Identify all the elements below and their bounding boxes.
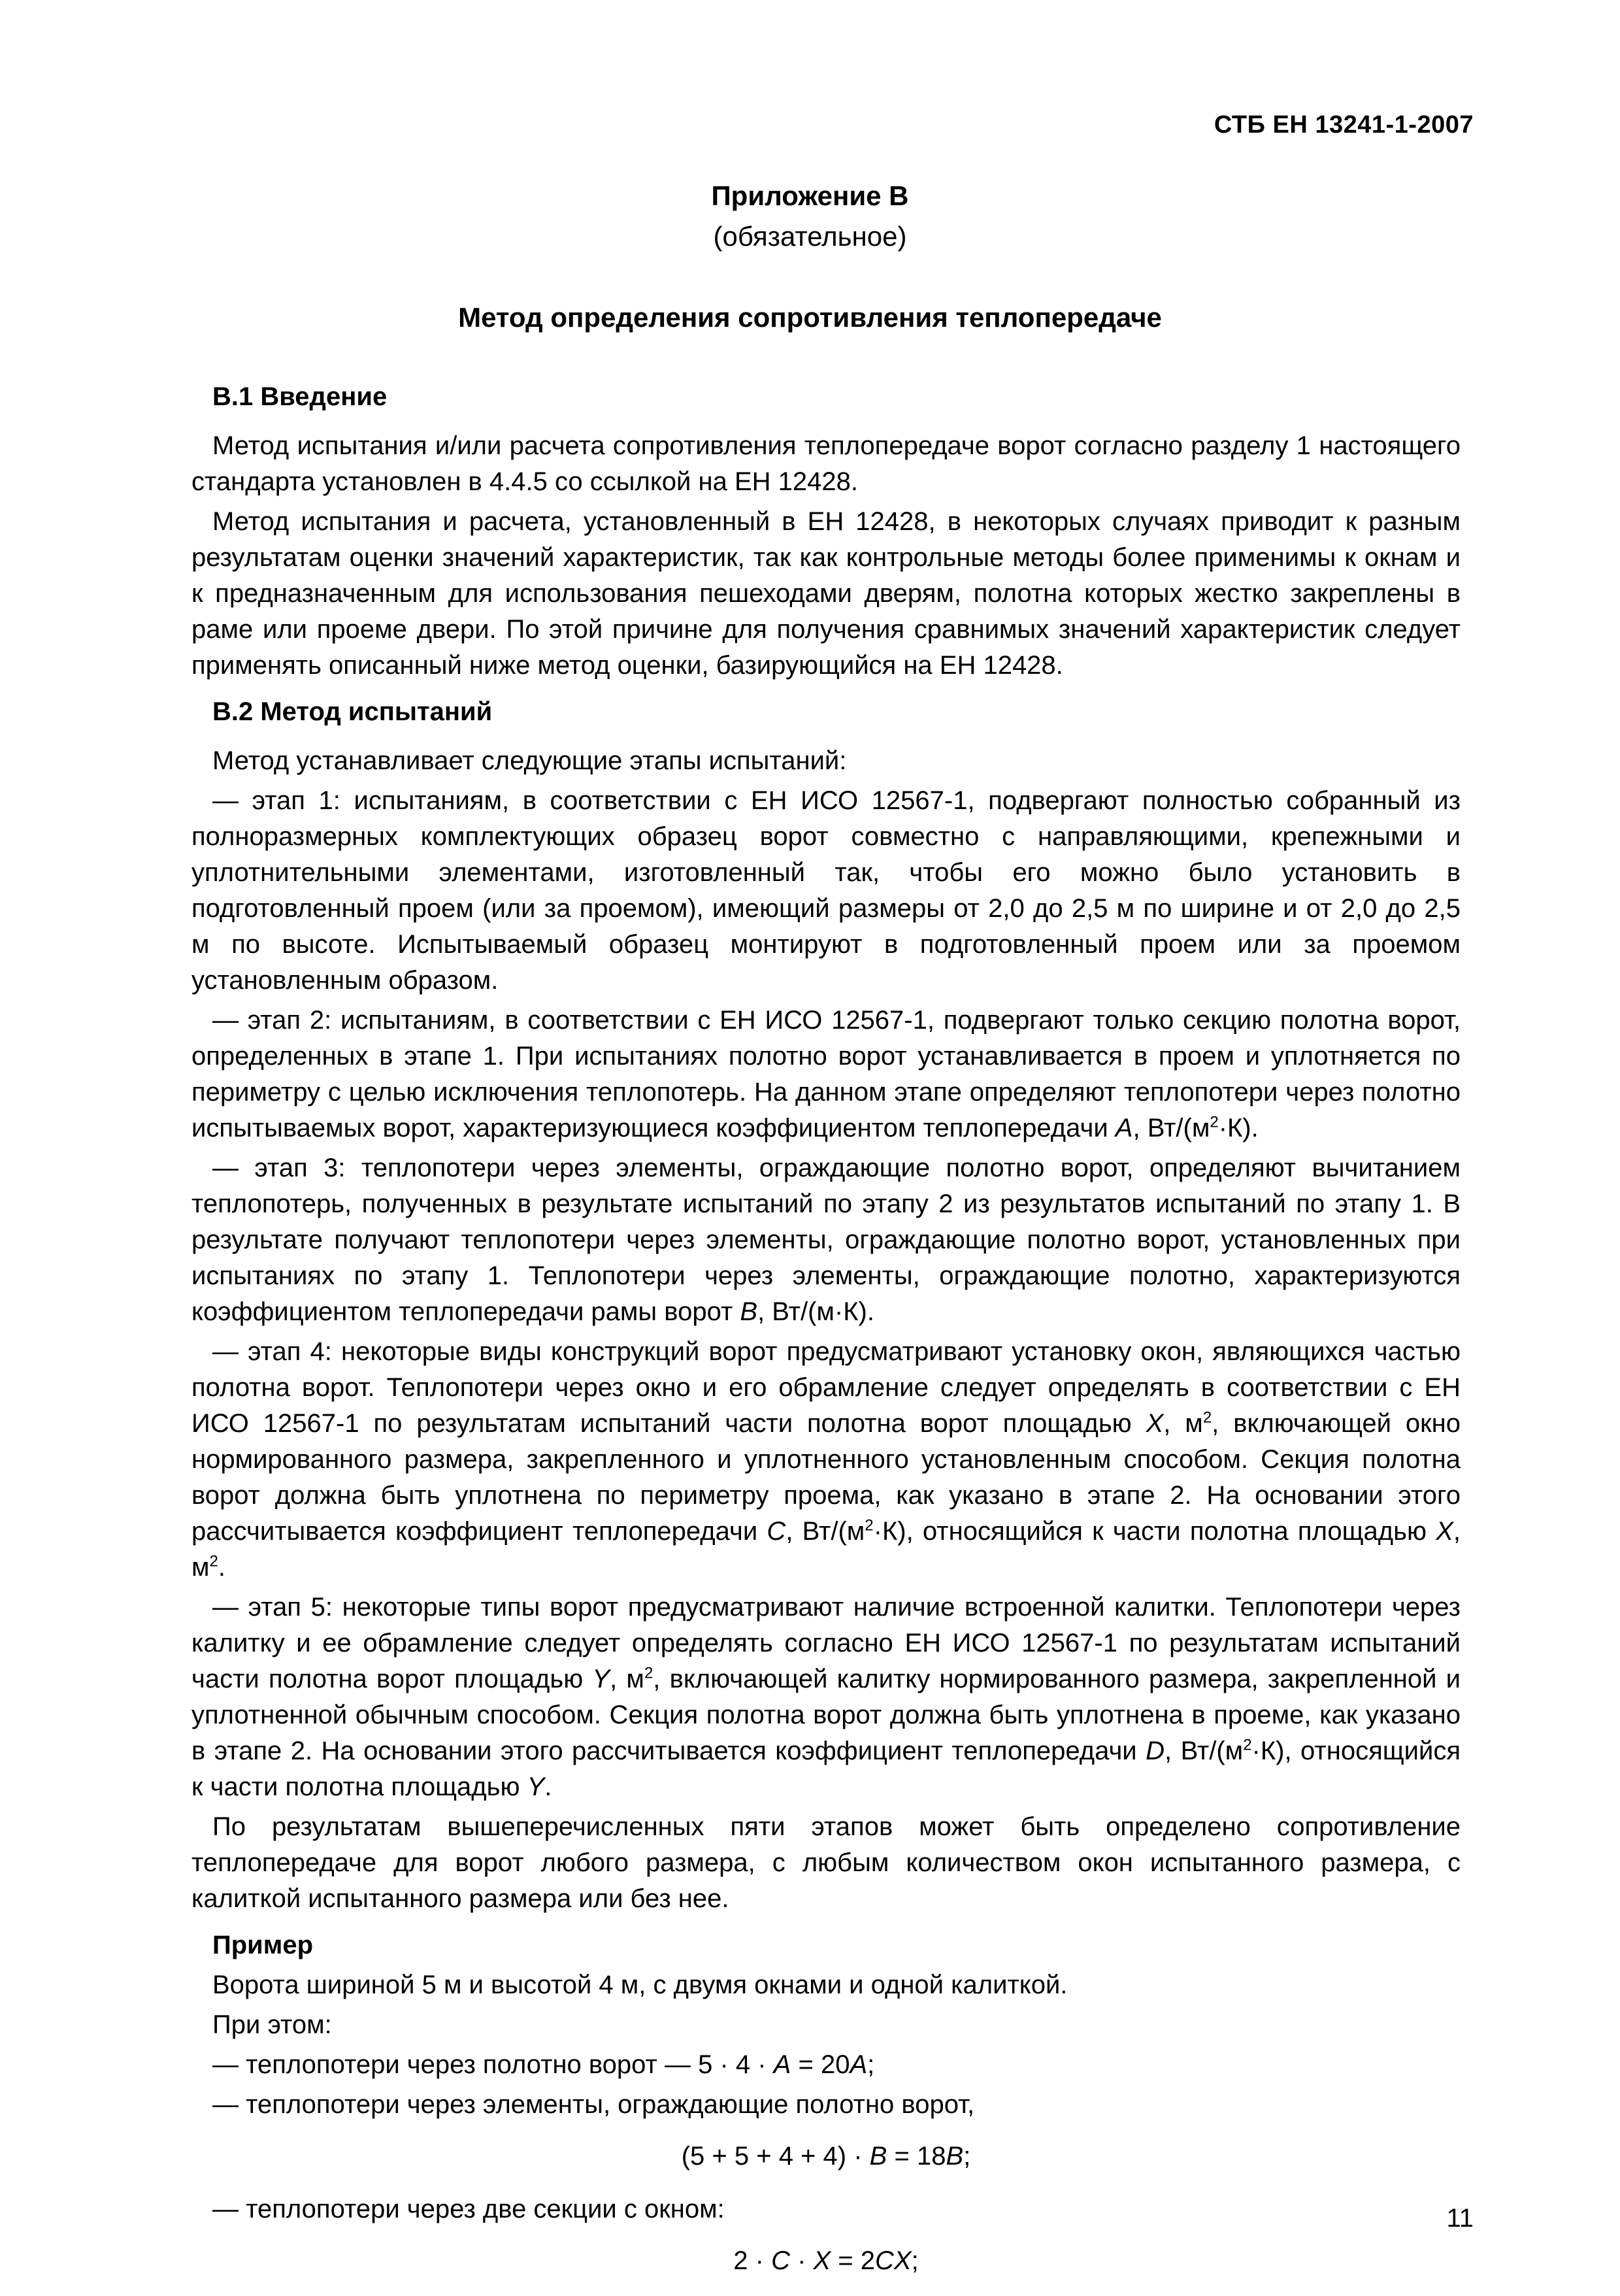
section-title-intro: В.1 Введение xyxy=(212,382,388,411)
formula-frame: (5 + 5 + 4 + 4) · B = 18B; xyxy=(681,2142,971,2171)
method-summary: По результатам вышеперечисленных пяти этапов может быть определено сопротивление теплопередаче для ворот любого размера, с любым количеством окон испытанного размера, с калиткой испытанного размера или без нее. xyxy=(191,1812,1461,1913)
stage-5: — этап 5: некоторые типы ворот предусматривают наличие встроенной калитки. Теплопотери через калитку и ее обрамление следует определять согласно ЕН ИСО 12567-1 по результатам испытаний части полотна ворот площадью Y, $м^2$, включающей калитку нормированного размера, закрепленной и уплотненной обычным способом. Секция полотна ворот должна быть уплотнена в проеме, как указано в этапе 2. На основании этого рассчитывается коэффициент теплопередачи D, $Вт/(м^2\cdot К)$, относящийся к части полотна площадью Y. xyxy=(191,1593,1461,1801)
annex-title: Приложение В xyxy=(711,180,909,211)
intro-paragraph-2: Метод испытания и расчета, установленный в ЕН 12428, в некоторых случаях приводит к разным результатам оценки значений характеристик, так как контрольные методы более применимы к окнам и к предназначенным для использования пешеходами дверям, полотна которых жестко закреплены в раме или проеме двери. По этой причине для получения сравнимых значений характеристик следует применять описанный ниже метод оценки, базирующийся на ЕН 12428. xyxy=(191,507,1461,680)
stage-3: — этап 3: теплопотери через элементы, ограждающие полотно ворот, определяют вычитанием теплопотерь, полученных в результате испытаний по этапу 2 из результатов испытаний по этапу 1. В результате получают теплопотери через элементы, ограждающие полотно ворот, установленных при испытаниях по этапу 1. Теплопотери через элементы, ограждающие полотно, характеризуются коэффициентом теплопередачи рамы ворот B, Вт/(м·К). xyxy=(191,1154,1461,1326)
section-example xyxy=(191,1927,1461,2279)
section-method xyxy=(191,694,1461,1917)
formula-windows: 2 · C · X = 2CX; xyxy=(733,2246,919,2275)
document-code: СТБ ЕН 13241-1-2007 xyxy=(1214,111,1474,139)
document-body xyxy=(191,379,1461,2296)
annex-status: (обязательное) xyxy=(713,221,907,252)
stage-1: — этап 1: испытаниям, в соответствии с ЕН ИСО 12567-1, подвергают полностью собранный из полноразмерных комплектующих образец ворот совместно с направляющими, крепежными и уплотнительными элементами, изготовленный так, чтобы его можно было установить в подготовленный проем (или за проемом), имеющий размеры от 2,0 до 2,5 м по ширине и от 2,0 до 2,5 м по высоте. Испытываемый образец монтируют в подготовленный проем или за проемом установленным образом. xyxy=(191,786,1461,995)
annex-heading: Метод определения сопротивления теплопередаче xyxy=(458,302,1162,333)
example-title: Пример xyxy=(212,1931,314,1959)
example-line-1: Ворота шириной 5 м и высотой 4 м, с двумя окнами и одной калиткой. xyxy=(212,1971,1068,1999)
stage-2: — этап 2: испытаниям, в соответствии с ЕН ИСО 12567-1, подвергают только секцию полотна ворот, определенных в этапе 1. При испытаниях полотно ворот устанавливается в проем и уплотняется по периметру с целью исключения теплопотерь. На данном этапе определяют теплопотери через полотно испытываемых ворот, характеризующиеся коэффициентом теплопередачи A, $Вт/(м^2\cdot К)$. xyxy=(191,1006,1461,1142)
example-line-2: При этом: xyxy=(212,2010,332,2039)
example-item-3: — теплопотери через две секции с окном: xyxy=(212,2195,725,2223)
stage-4: — этап 4: некоторые виды конструкций ворот предусматривают установку окон, являющихся частью полотна ворот. Теплопотери через окно и его обрамление следует определять в соответствии с ЕН ИСО 12567-1 по результатам испытаний части полотна ворот площадью X, $м^2$, включающей окно нормированного размера, закрепленного и уплотненного установленным способом. Секция полотна ворот должна быть уплотнена по периметру проема, как указано в этапе 2. На основании этого рассчитывается коэффициент теплопередачи C, $Вт/(м^2\cdot К)$, относящийся к части полотна площадью X, $м^2$. xyxy=(191,1337,1461,1582)
method-lead: Метод устанавливает следующие этапы испытаний: xyxy=(212,746,847,775)
example-item-2: — теплопотери через элементы, ограждающие полотно ворот, xyxy=(212,2090,975,2119)
section-title-method: В.2 Метод испытаний xyxy=(212,697,493,726)
page-number: 11 xyxy=(1446,2204,1474,2233)
section-intro xyxy=(191,379,1461,684)
intro-paragraph-1: Метод испытания и/или расчета сопротивления теплопередаче ворот согласно разделу 1 настоящего стандарта установлен в 4.4.5 со ссылкой на ЕН 12428. xyxy=(191,431,1461,496)
example-item-1: — теплопотери через полотно ворот — 5 · 4 · A = 20A; xyxy=(212,2050,875,2079)
